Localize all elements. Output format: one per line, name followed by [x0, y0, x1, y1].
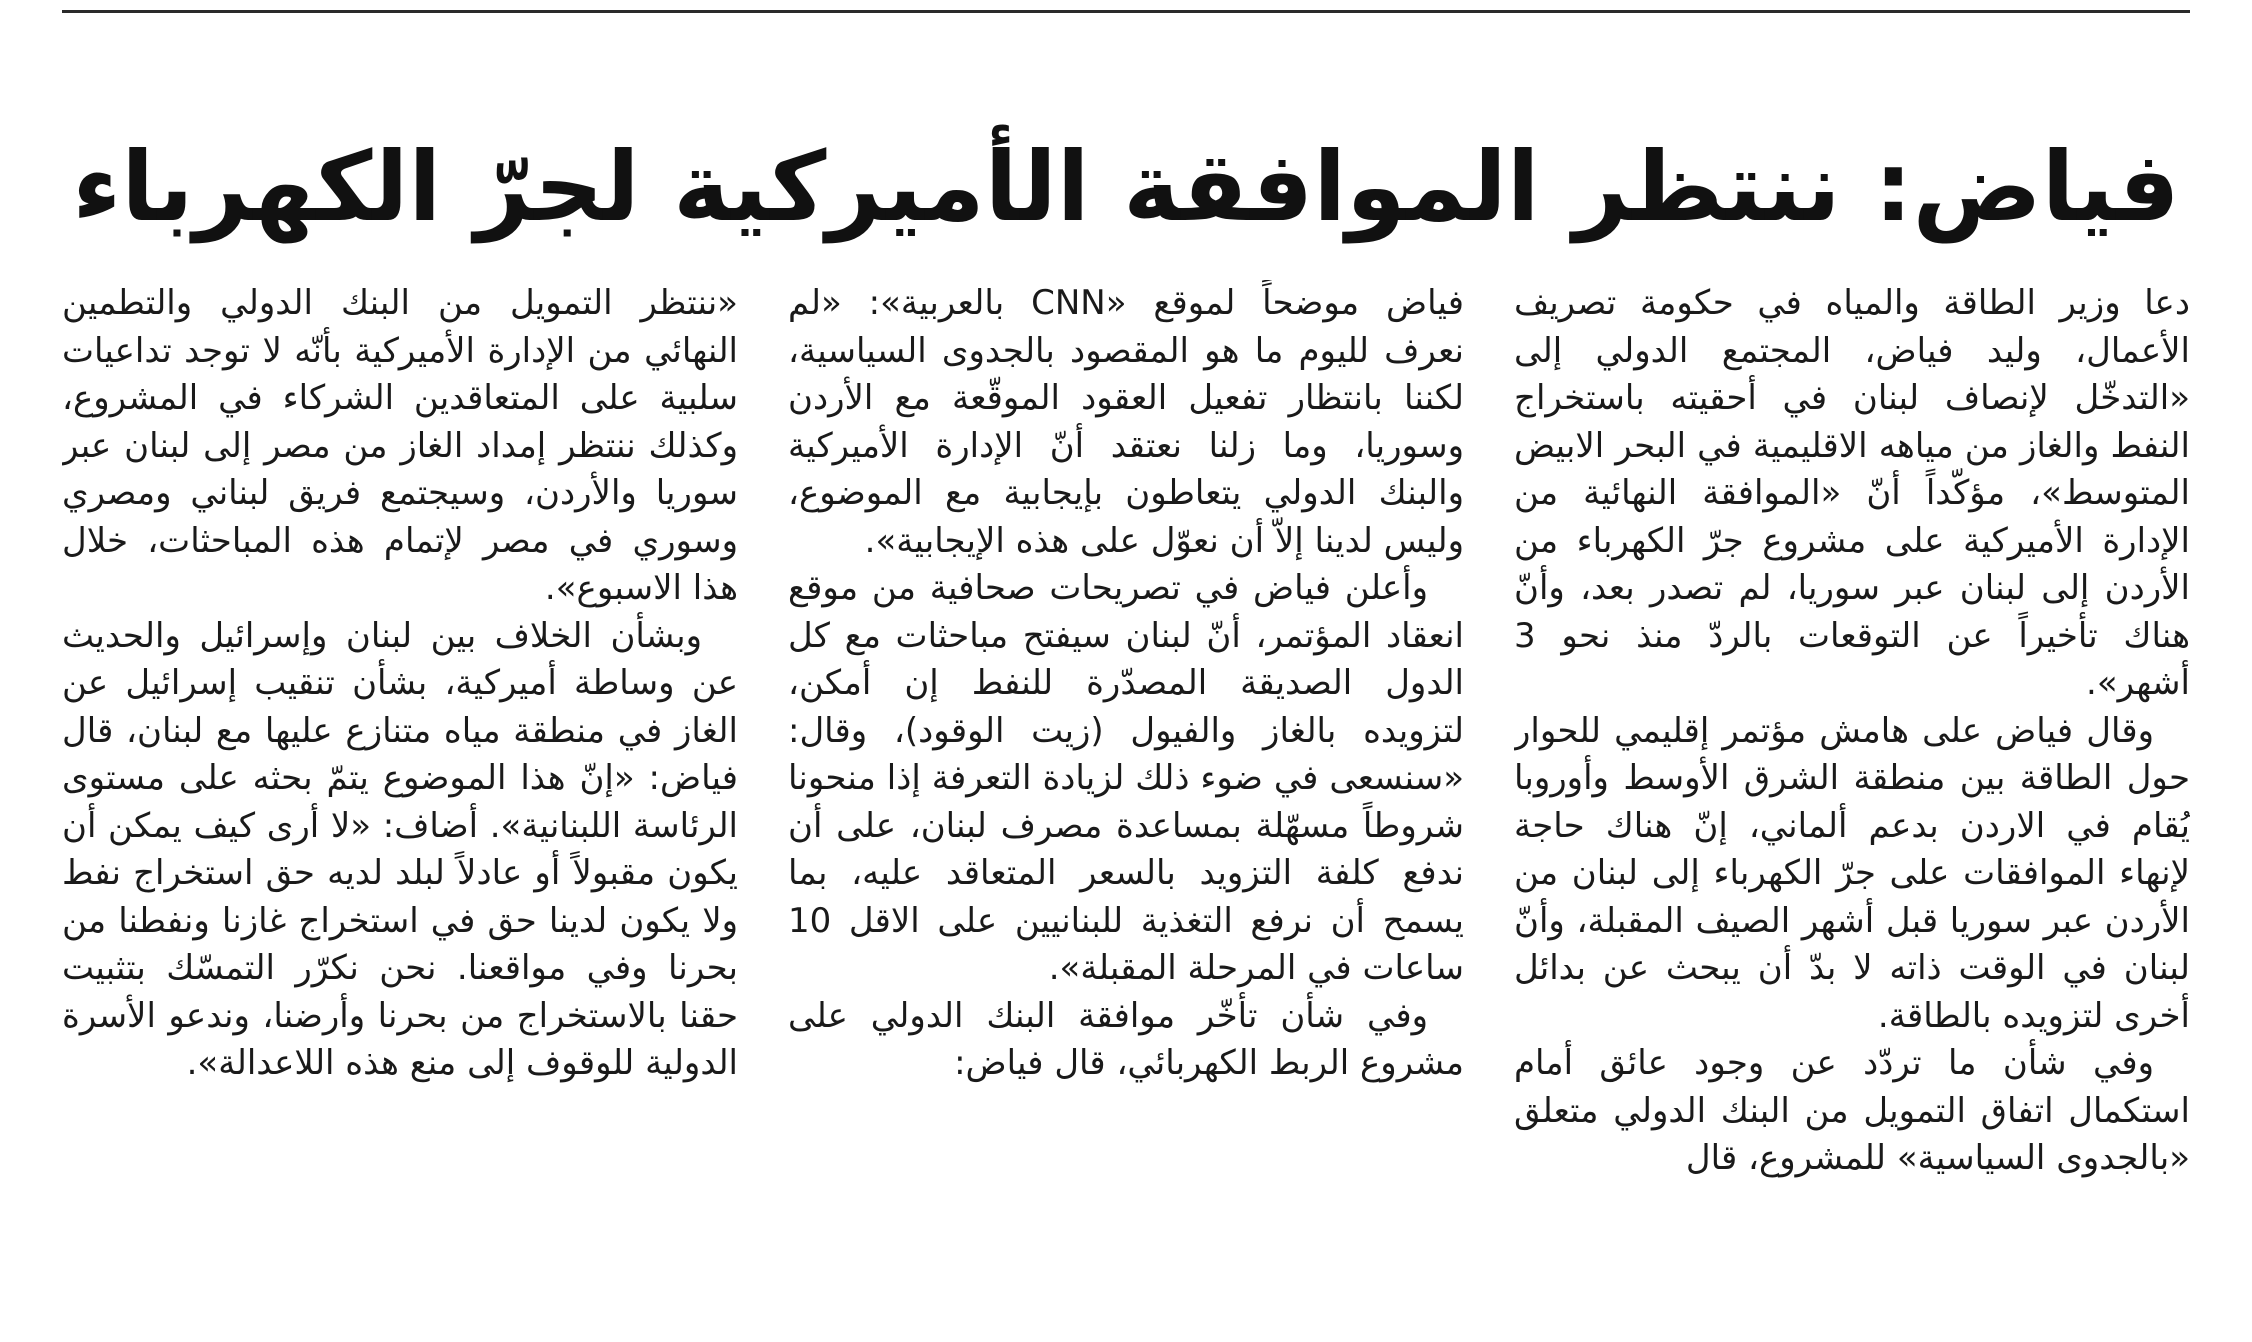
top-rule: [62, 10, 2190, 13]
paragraph: وبشأن الخلاف بين لبنان وإسرائيل والحديث عن وساطة أميركية، بشأن تنقيب إسرائيل عن الغاز في منطقة مياه متنازع عليها مع لبنان، قال فياض: «إنّ هذا الموضوع يتمّ بحثه على مستوى الرئاسة اللبنانية». أضاف: «لا أرى كيف يمكن أن يكون مقبولاً أو عادلاً لبلد لديه حق استخراج نفط ولا يكون لدينا حق في استخراج غازنا ونفطنا من بحرنا وفي مواقعنا. نحن نكرّر التمسّك بتثبيت حقنا بالاستخراج من بحرنا وأرضنا، وندعو الأسرة الدولية للوقوف إلى منع هذه اللاعدالة».: [62, 615, 738, 1083]
paragraph: دعا وزير الطاقة والمياه في حكومة تصريف الأعمال، وليد فياض، المجتمع الدولي إلى «التدخّل لإنصاف لبنان في أحقيته باستخراج النفط والغاز من مياهه الاقليمية في البحر الابيض المتوسط»، مؤكّداً أنّ «الموافقة النهائية من الإدارة الأميركية على مشروع جرّ الكهرباء من الأردن إلى لبنان عبر سوريا، لم تصدر بعد، وأنّ هناك تأخيراً عن التوقعات بالردّ منذ نحو 3 أشهر».: [1514, 283, 2190, 703]
article-body: [62, 280, 2190, 1290]
paragraph: فياض موضحاً لموقع «CNN بالعربية»: «لم نعرف لليوم ما هو المقصود بالجدوى السياسية، لكننا بانتظار تفعيل العقود الموقّعة مع الأردن وسوريا، وما زلنا نعتقد أنّ الإدارة الأميركية والبنك الدولي يتعاطون بإيجابية مع الموضوع، وليس لدينا إلاّ أن نعوّل على هذه الإيجابية».: [788, 283, 1464, 561]
headline: فياض: ننتظر الموافقة الأميركية لجرّ الكهرباء: [72, 131, 2180, 244]
paragraph: وأعلن فياض في تصريحات صحافية من موقع انعقاد المؤتمر، أنّ لبنان سيفتح مباحثات مع كل الدول الصديقة المصدّرة للنفط إن أمكن، لتزويده بالغاز والفيول (زيت الوقود)، وقال: «سنسعى في ضوء ذلك لزيادة التعرفة إذا منحونا شروطاً مسهّلة بمساعدة مصرف لبنان، على أن ندفع كلفة التزويد بالسعر المتعاقد عليه، بما يسمح أن نرفع التغذية للبنانيين على الاقل 10 ساعات في المرحلة المقبلة».: [788, 568, 1464, 988]
column-right: [1514, 280, 2190, 1290]
paragraph: وفي شأن تأخّر موافقة البنك الدولي على مشروع الربط الكهربائي، قال فياض:: [788, 995, 1464, 1083]
column-left: [62, 280, 738, 1290]
paragraph: وفي شأن ما تردّد عن وجود عائق أمام استكمال اتفاق التمويل من البنك الدولي متعلق «بالجدوى السياسية» للمشروع، قال: [1514, 1043, 2190, 1178]
paragraph: «ننتظر التمويل من البنك الدولي والتطمين النهائي من الإدارة الأميركية بأنّه لا توجد تداعيات سلبية على المتعاقدين الشركاء في المشروع، وكذلك ننتظر إمداد الغاز من مصر إلى لبنان عبر سوريا والأردن، وسيجتمع فريق لبناني ومصري وسوري في مصر لإتمام هذه المباحثات، خلال هذا الاسبوع».: [62, 283, 738, 608]
column-middle: [788, 280, 1464, 1290]
paragraph: وقال فياض على هامش مؤتمر إقليمي للحوار حول الطاقة بين منطقة الشرق الأوسط وأوروبا يُقام في الاردن بدعم ألماني، إنّ هناك حاجة لإنهاء الموافقات على جرّ الكهرباء إلى لبنان من الأردن عبر سوريا قبل أشهر الصيف المقبلة، وأنّ لبنان في الوقت ذاته لا بدّ أن يبحث عن بدائل أخرى لتزويده بالطاقة.: [1514, 710, 2190, 1036]
